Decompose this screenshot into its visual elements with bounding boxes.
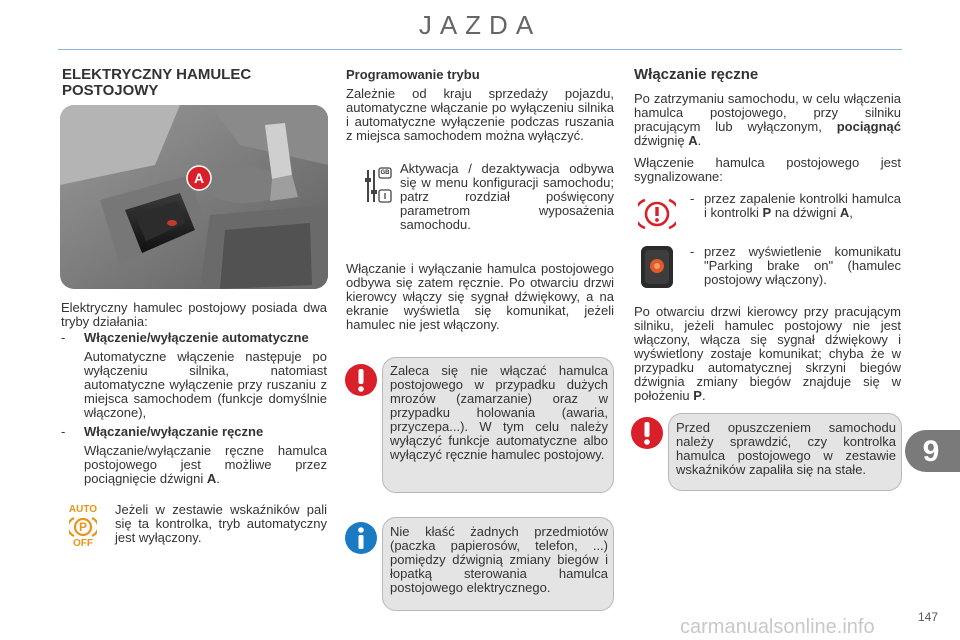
callout-a-label: A <box>193 170 205 186</box>
section-heading: ELEKTRYCZNY HAMULEC POSTOJOWY <box>62 66 252 99</box>
auto-off-text: Jeżeli w zestawie wskaźników pali się ta kontrolka, tryb automatyczny jest wyłączony. <box>115 502 327 545</box>
page-title: JAZDA <box>418 10 542 40</box>
warning-icon <box>344 363 378 397</box>
info-text: Nie kłaść żadnych przedmiotów (paczka papierosów, telefon, ...) pomiędzy dźwignią zmiany biegów i łopatką sterowania hamulca postojowego elektrycznego. <box>390 524 608 595</box>
bullet-dash: - <box>61 330 66 345</box>
mode-auto-title: Włączenie/wyłączenie automatyczne <box>84 330 309 345</box>
settings-menu-icon: GB <box>364 166 392 206</box>
chapter-number: 9 <box>922 435 940 468</box>
watermark: carmanualsonline.info <box>680 616 875 638</box>
mode-manual-title: Włączanie/wyłączanie ręczne <box>84 424 264 439</box>
page-number: 147 <box>918 610 939 624</box>
signal-item-lamp: - przez zapalenie kontrolki hamulca i kontrolki P na dźwigni A, <box>690 191 901 220</box>
signal-item-message: - przez wyświetlenie komunikatu "Parking brake on" (hamulec postojowy włączony). <box>690 244 901 287</box>
bullet-dash: - <box>61 424 66 439</box>
warning-text-right: Przed opuszczeniem samochodu należy sprawdzić, czy kontrolka hamulca postojowego w zestawie wskaźników zapaliła się na stałe. <box>676 420 896 477</box>
brake-warning-icon <box>638 197 676 231</box>
warning-text-middle: Zaleca się nie włączać hamulca postojowego w przypadku dużych mrozów (zamarzanie) oraz w przypadku holowania (awaria, przyczepa...). W tym celu należy wyłączyć funkcje automatyczne albo wyłączyć ręcznie hamulec postojowy. <box>390 363 608 462</box>
door-open-paragraph: Po otwarciu drzwi kierowcy przy pracującym silniku, jeżeli hamulec postojowy nie jest włączony, włącza się sygnał dźwiękowy i wyświetlony zostaje komunikat; chyba że w przypadku automatycznej skrzyni biegów dźwignia zmiany biegów znajduje się w położeniu P. <box>634 304 901 403</box>
header-rule <box>58 49 902 50</box>
manual-engage-heading: Włączanie ręczne <box>634 66 759 83</box>
intro-text: Elektryczny hamulec postojowy posiada dwa tryby działania: <box>61 300 327 329</box>
signal-paragraph: Włączenie hamulca postojowego jest sygnalizowane: <box>634 155 901 184</box>
prog-text: Zależnie od kraju sprzedaży pojazdu, automatyczne włączanie po wyłączeniu silnika i automatyczne wyłączenie podczas ruszania z miejsca samochodem można wyłączyć. <box>346 86 614 143</box>
mode-auto-text: Automatyczne włączenie następuje po wyłączeniu silnika, natomiast automatyczne wyłączenie przy ruszaniu z miejsca samochodem (funkcje domyślnie włączone), <box>84 349 327 420</box>
warning-icon <box>630 416 664 450</box>
mode-manual-text: Włączanie/wyłączanie ręczne hamulca postojowego jest możliwe przez pociągnięcie dźwigni A. <box>84 443 327 486</box>
engage-paragraph: Po zatrzymaniu samochodu, w celu włączenia hamulca postojowego, przy silniku pracującym lub wyłączonym, pociągnąć dźwignię A. <box>634 91 901 148</box>
info-icon <box>344 521 378 555</box>
lever-lamp-icon <box>639 244 675 290</box>
prog-heading: Programowanie trybu <box>346 67 480 82</box>
auto-off-icon: AUTO P OFF <box>68 504 98 549</box>
manual-text: Włączanie i wyłączanie hamulca postojowego odbywa się zatem ręcznie. Po otwarciu drzwi kierowcy włączy się sygnał dźwiękowy, a na ekranie wyświetla się komunikat, jeżeli hamulec nie jest włączony. <box>346 261 614 332</box>
lever-photo <box>60 105 328 289</box>
activation-text: Aktywacja / dezaktywacja odbywa się w menu konfiguracji samochodu; patrz rozdział poświęcony parametrom wyposażenia samochodu. <box>400 161 614 232</box>
